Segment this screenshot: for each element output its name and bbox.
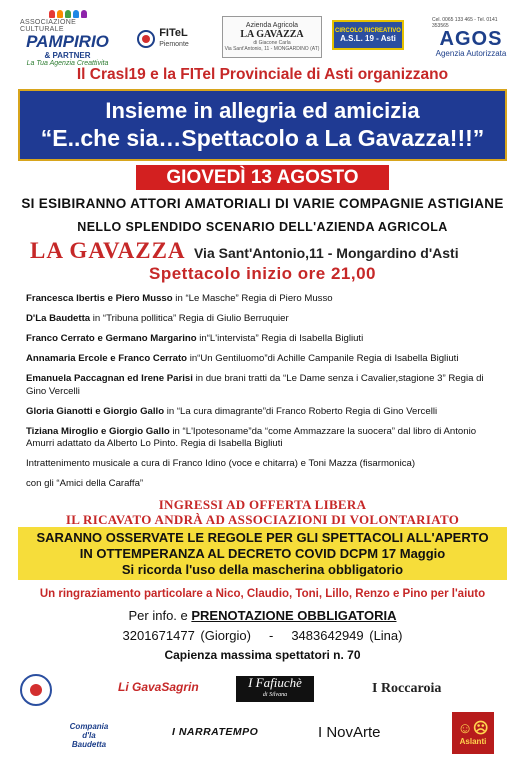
phone-lina: 3483642949 (Lina) <box>291 628 403 643</box>
program-item <box>26 478 506 491</box>
top-sponsor-logos <box>0 12 525 67</box>
program-item <box>26 353 506 366</box>
info-prefix: Per info. e <box>128 608 192 623</box>
novarte-logo: I NovArte <box>318 724 381 741</box>
bottom-sponsor-logos <box>0 670 525 768</box>
program-item-names: D'La Baudetta <box>26 313 91 324</box>
program-item-text: in “Tribuna pollitica” Regia di Giulio Berruquier <box>90 313 289 324</box>
program-item-text: in “La cura dimagrante”di Franco Roberto Regia di Gino Vercelli <box>164 405 438 417</box>
roccaroia-logo: I Roccaroia <box>372 681 442 696</box>
scenario-line: NELLO SPLENDIDO SCENARIO DELL'AZIENDA AGRICOLA <box>77 220 448 234</box>
program-item <box>26 333 506 346</box>
compagnia-line1: Compania <box>69 721 109 731</box>
fafiuche-logo <box>236 676 314 702</box>
covid-line1: SARANNO OSSERVATE LE REGOLE PER GLI SPETTACOLI ALL'APERTO <box>36 530 489 545</box>
program-item-names: Francesca Ibertis e Piero Musso <box>26 293 173 304</box>
title-line1: Insieme in allegria ed amicizia <box>105 98 420 123</box>
program-item-text: in“Un Gentiluomo”di Achille Campanile Regia di Isabella Bigliuti <box>187 353 459 364</box>
fafiuche-sub: di Silvana <box>262 692 288 698</box>
pampiro-tagline: La Tua Agenzia Creattivita <box>26 59 109 67</box>
people-icon <box>49 10 87 18</box>
program-item-names: Tiziana Miroglio e Giorgio Gallo <box>26 425 170 437</box>
title-line2: “E..che sia…Spettacolo a La Gavazza!!!” <box>40 125 485 151</box>
circolo-label: CIRCOLO RICREATIVO <box>335 27 401 34</box>
actors-line: SI ESIBIRANNO ATTORI AMATORIALI DI VARIE COMPAGNIE ASTIGIANE <box>21 196 504 211</box>
narratempo-logo: I NARRATEMPO <box>172 726 259 738</box>
pampiro-line1: ASSOCIAZIONE CULTURALE <box>20 18 77 33</box>
program-item-text: in“L'intervista” Regia di Isabella Bigliuti <box>196 333 364 344</box>
program-list <box>26 293 506 498</box>
pampiro-name2: & PARTNER <box>44 50 91 60</box>
covid-line3: Si ricorda l'uso della mascherina obbligatorio <box>121 562 404 577</box>
booking-required: PRENOTAZIONE OBBLIGATORIA <box>191 608 397 623</box>
program-item-text: in “Le Masche” Regia di Piero Musso <box>172 293 333 304</box>
gavazza-logo-name: LA GAVAZZA <box>240 29 304 40</box>
program-item <box>26 458 506 471</box>
fitel-region: Piemonte <box>159 41 189 48</box>
capacity-line: Capienza massima spettatori n. 70 <box>164 648 361 662</box>
program-item-text: con gli “Amici della Caraffa” <box>26 478 144 489</box>
agos-logo <box>432 14 510 60</box>
program-item-text: in “L'Ipotesoname”da “come Ammazzare la suocera” dal libro di Antonio Amurri adattato da Alberto Lo Pinto. Regia di Isabella Bigliuti <box>26 425 477 449</box>
gavazza-logo-address: Via Sant'Antonio, 11 - MONGARDINO (AT) <box>224 46 320 52</box>
covid-line2: IN OTTEMPERANZA AL DECRETO COVID DCPM 17 Maggio <box>79 546 446 561</box>
phone-giorgio: 3201671477 (Giorgio) <box>122 628 251 643</box>
program-item-text: in due brani tratti da “Le Dame senza i Cavalier,stagione 3” Regia di Gino Vercelli <box>26 373 484 397</box>
program-item <box>26 406 506 419</box>
fitel-name: FITeL <box>159 27 188 39</box>
agos-name: AGOS <box>439 27 503 50</box>
aslanti-logo <box>452 712 494 754</box>
fafiuche-name: I Fafiuchè <box>248 675 302 690</box>
start-time: Spettacolo inizio ore 21,00 <box>148 264 376 283</box>
phone-numbers <box>0 628 525 643</box>
covid-notice <box>18 527 507 580</box>
pampiro-name: PAMPIRIO <box>26 31 109 51</box>
fitel-mark-icon <box>137 30 155 48</box>
compagnia-line2: d'la Baudetta <box>71 730 107 749</box>
circolo-logo <box>332 20 404 50</box>
pampiro-logo <box>20 14 115 67</box>
aslanti-name: Aslanti <box>459 736 487 746</box>
event-date: GIOVEDÌ 13 AGOSTO <box>136 165 389 190</box>
compagnia-baudetta-logo <box>68 718 110 752</box>
association-seal-icon <box>20 674 52 706</box>
phone-separator: - <box>268 628 274 643</box>
ingressi-note <box>0 497 525 527</box>
gavasagrin-logo: Li GavaSagrin <box>118 680 199 694</box>
organizers-line: Il Crasl19 e la FITel Provinciale di Asti organizzano <box>76 66 449 83</box>
thanks-line: Un ringraziamento particolare a Nico, Claudio, Toni, Lillo, Renzo e Pino per l'aiuto <box>39 588 486 600</box>
venue-name: LA GAVAZZA <box>30 238 186 263</box>
ingressi-line2: IL RICAVATO ANDRÀ AD ASSOCIAZIONI DI VOLONTARIATO <box>65 512 460 527</box>
program-item-names: Emanuela Paccagnan ed Irene Parisi <box>26 373 193 384</box>
fitel-logo <box>128 22 198 56</box>
program-item <box>26 313 506 326</box>
program-item-names: Franco Cerrato e Germano Margarino <box>26 333 197 344</box>
program-item <box>26 426 506 451</box>
venue-address: Via Sant'Antonio,11 - Mongardino d'Asti <box>193 245 459 261</box>
circolo-name: A.S.L. 19 - Asti <box>340 33 396 43</box>
program-item-names: Gloria Gianotti e Giorgio Gallo <box>26 405 165 417</box>
program-item-text: Intrattenimento musicale a cura di Franco Idino (voce e chitarra) e Toni Mazza (fisarmonica) <box>26 458 416 469</box>
info-line <box>0 608 525 623</box>
gavazza-logo-sub: di Giacone Carla <box>253 40 291 46</box>
ingressi-line1: INGRESSI AD OFFERTA LIBERA <box>158 497 367 512</box>
program-item-names: Annamaria Ercole e Franco Cerrato <box>26 353 188 364</box>
venue <box>30 238 510 264</box>
agos-sub: Agenzia Autorizzata <box>435 48 507 58</box>
program-item <box>26 293 506 306</box>
gavazza-logo-label: Azienda Agricola <box>245 22 299 29</box>
agos-phones: Cel. 0065 133 465 - Tel. 0141 353565 <box>432 16 498 29</box>
gavazza-logo <box>222 16 322 58</box>
title-banner <box>18 89 507 161</box>
program-item <box>26 373 506 398</box>
theatre-masks-icon: ☺☹ <box>457 719 489 737</box>
